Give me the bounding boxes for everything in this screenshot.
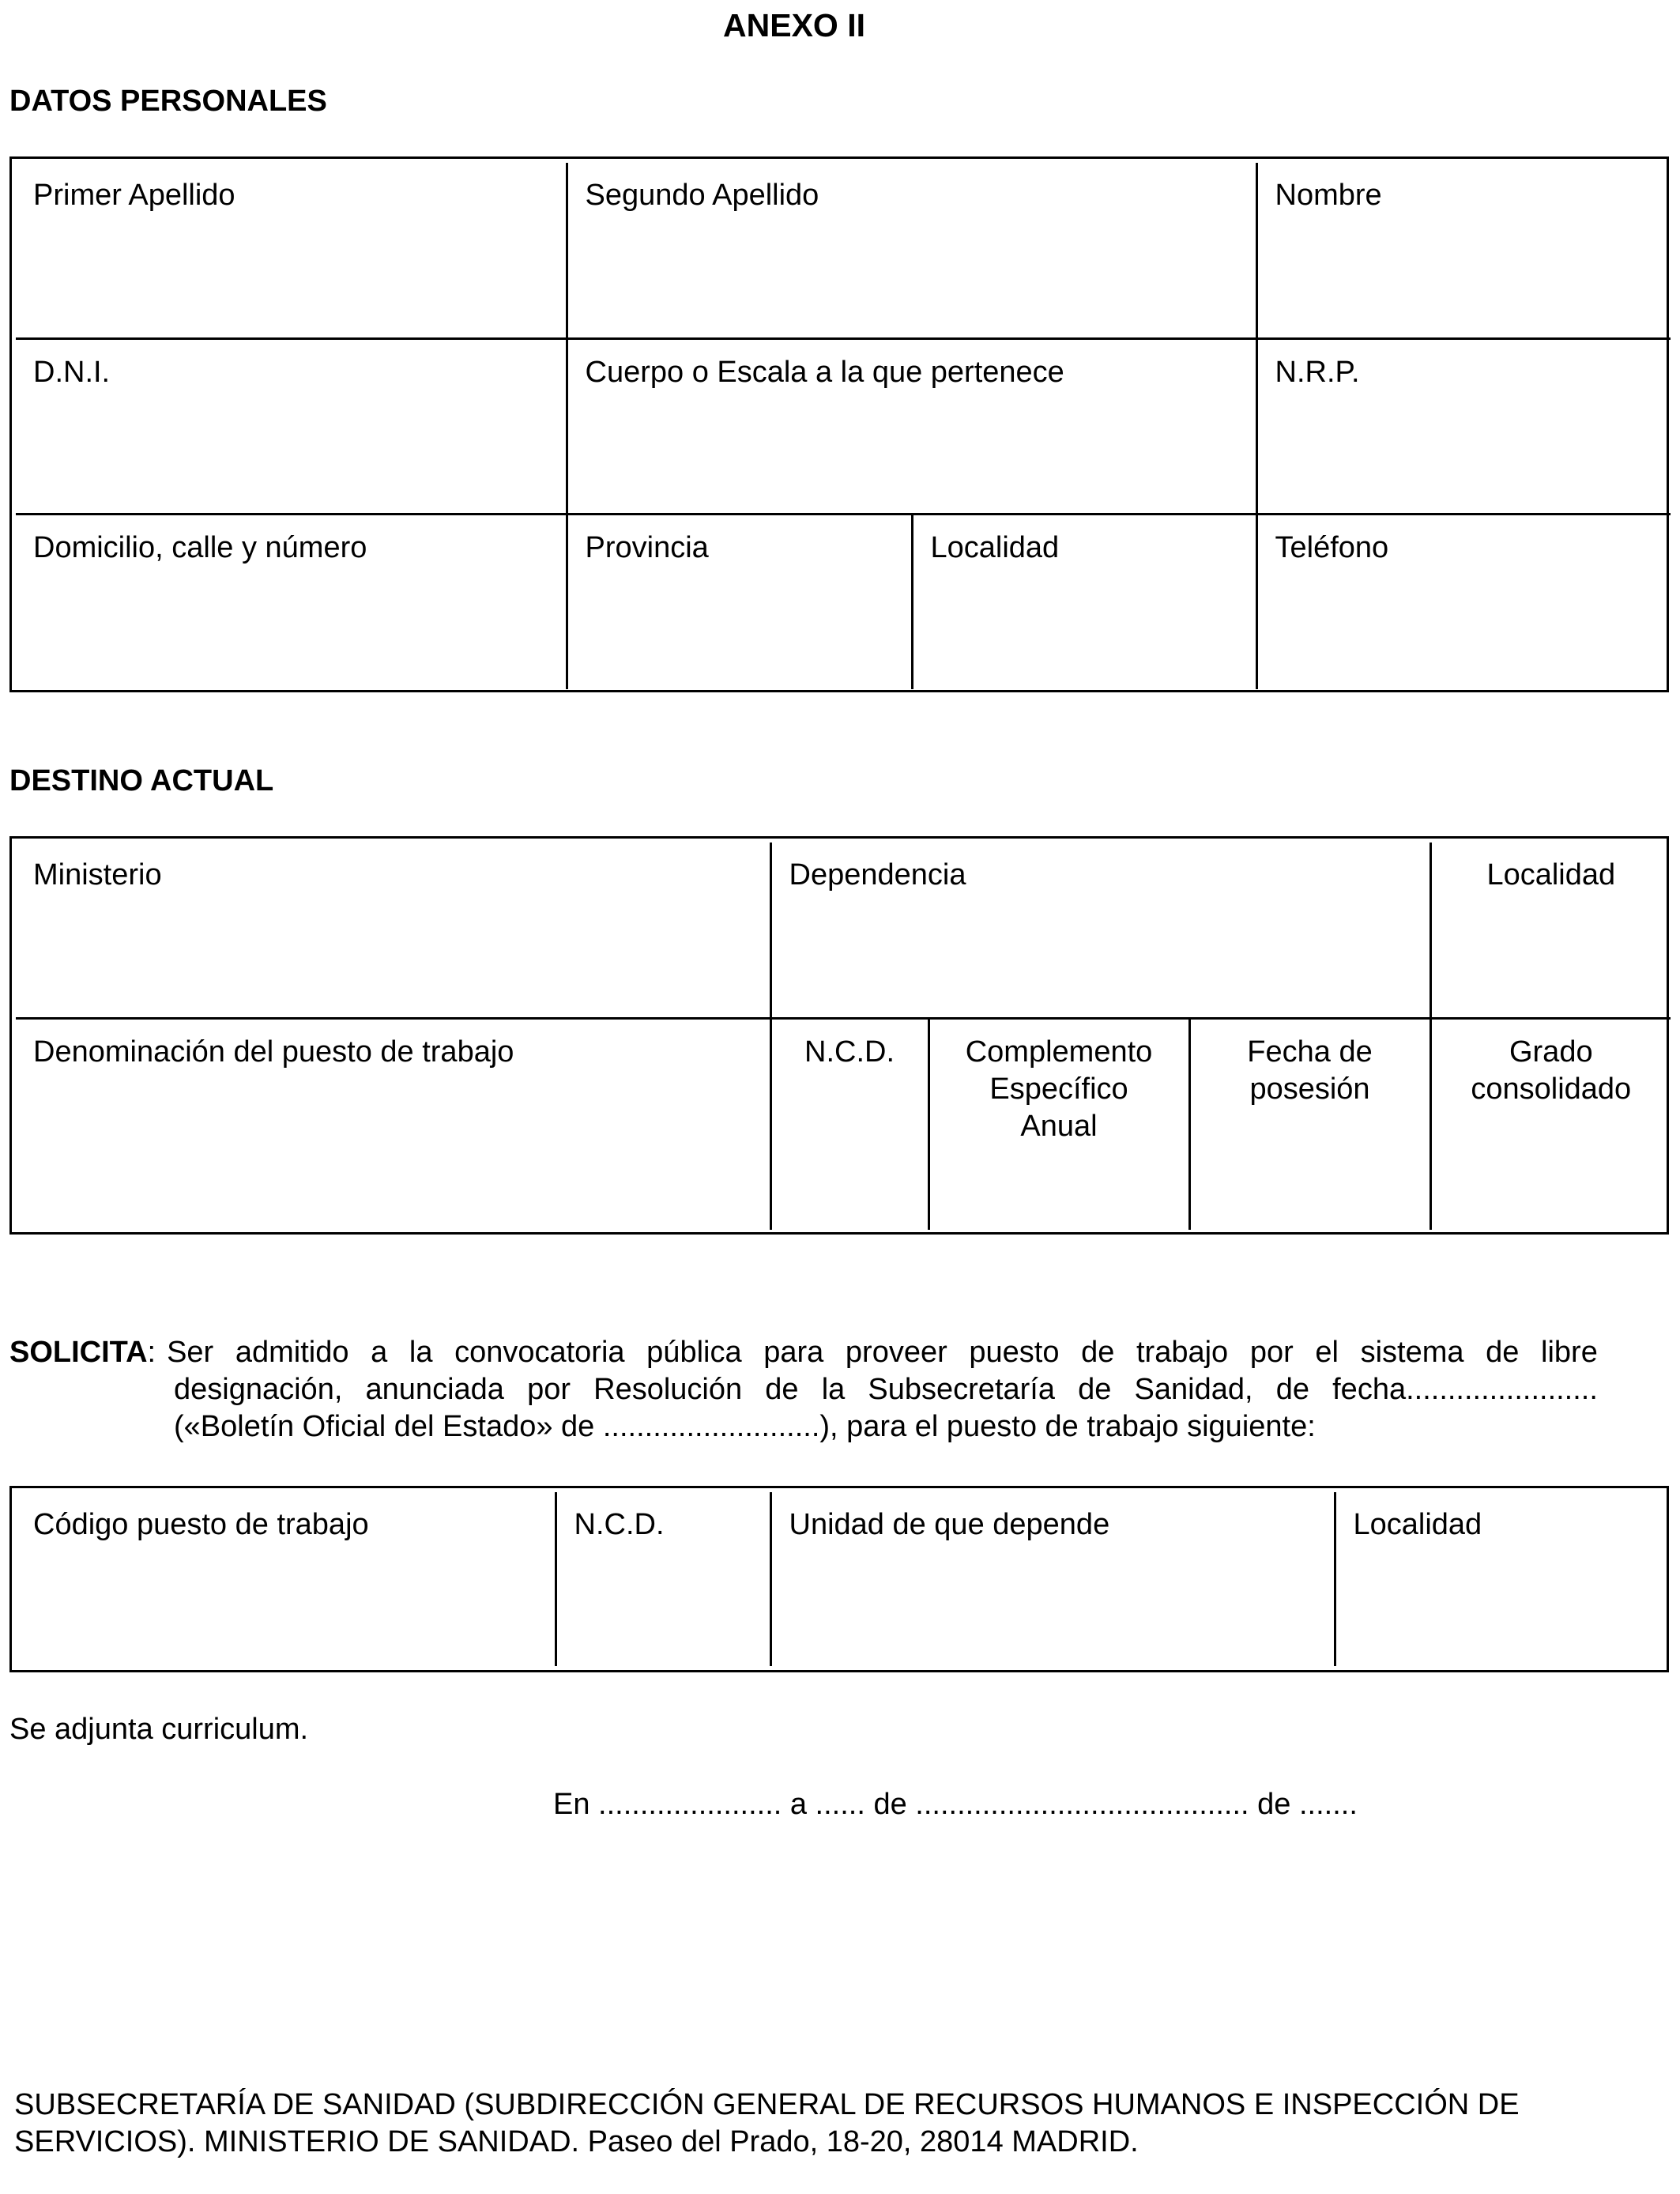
- field-ncd-solicitado[interactable]: N.C.D.: [556, 1492, 770, 1666]
- solicita-word: para: [763, 1336, 824, 1369]
- field-localidad[interactable]: Localidad: [912, 514, 1256, 689]
- puesto-solicitado-table: [16, 1492, 1671, 1666]
- footer-line-1: SUBSECRETARÍA DE SANIDAD (SUBDIRECCIÓN GENERAL DE RECURSOS HUMANOS E INSPECCIÓN DE: [14, 2088, 1520, 2121]
- footer-line-2: SERVICIOS). MINISTERIO DE SANIDAD. Paseo del Prado, 18-20, 28014 MADRID.: [14, 2125, 1139, 2158]
- solicita-word: Subsecretaría: [868, 1373, 1055, 1406]
- destino-actual-form: [9, 836, 1669, 1235]
- field-grado-consolidado[interactable]: Grado consolidado: [1430, 1018, 1671, 1230]
- table-row: [16, 1018, 1671, 1230]
- solicita-word: convocatoria: [454, 1336, 625, 1369]
- solicita-word: de: [1081, 1336, 1115, 1369]
- field-nombre[interactable]: Nombre: [1256, 163, 1671, 338]
- field-nrp[interactable]: N.R.P.: [1256, 338, 1671, 514]
- datos-personales-form: [9, 156, 1669, 692]
- solicita-word: el: [1315, 1336, 1339, 1369]
- solicita-word: por: [1249, 1336, 1294, 1369]
- solicita-word: la: [409, 1336, 433, 1369]
- section-heading-destino-actual: DESTINO ACTUAL: [9, 764, 274, 797]
- field-provincia[interactable]: Provincia: [567, 514, 912, 689]
- field-localidad-solicitado[interactable]: Localidad: [1335, 1492, 1671, 1666]
- solicita-word: admitido: [235, 1336, 349, 1369]
- field-cuerpo-escala[interactable]: Cuerpo o Escala a la que pertenece: [567, 338, 1256, 514]
- solicita-line-3: [9, 1408, 1598, 1446]
- solicita-label: SOLICITA: [9, 1336, 148, 1369]
- field-primer-apellido[interactable]: Primer Apellido: [16, 163, 567, 338]
- field-complemento-especifico[interactable]: Complemento Específico Anual: [929, 1018, 1189, 1230]
- solicita-word: proveer: [845, 1336, 947, 1369]
- solicita-word: designación,: [174, 1373, 343, 1406]
- solicita-line-1-text: [167, 1334, 1598, 1371]
- solicita-paragraph: [9, 1334, 1598, 1446]
- solicita-word: Sanidad,: [1134, 1373, 1253, 1406]
- field-ministerio[interactable]: Ministerio: [16, 843, 770, 1018]
- solicita-word: de: [765, 1373, 799, 1406]
- solicita-line-2-text: [174, 1371, 1598, 1408]
- solicita-word: libre: [1541, 1336, 1598, 1369]
- solicita-word: por: [527, 1373, 571, 1406]
- field-ncd[interactable]: N.C.D.: [770, 1018, 929, 1230]
- solicita-line-2: [9, 1371, 1598, 1408]
- footer-address: [14, 2087, 1642, 2161]
- field-fecha-posesion[interactable]: Fecha de posesión: [1189, 1018, 1430, 1230]
- solicita-word: sistema: [1360, 1336, 1464, 1369]
- solicita-word: Ser: [167, 1336, 214, 1369]
- solicita-line-3-text: («Boletín Oficial del Estado» de ..........................), para el puesto de trabajo siguiente:: [174, 1410, 1316, 1443]
- solicita-word: de: [1486, 1336, 1520, 1369]
- solicita-label-group: SOLICITA:: [9, 1336, 156, 1369]
- solicita-word: a: [371, 1336, 388, 1369]
- field-unidad-depende[interactable]: Unidad de que depende: [770, 1492, 1335, 1666]
- field-localidad-destino[interactable]: Localidad: [1430, 843, 1671, 1018]
- field-segundo-apellido[interactable]: Segundo Apellido: [567, 163, 1256, 338]
- field-dependencia[interactable]: Dependencia: [770, 843, 1430, 1018]
- solicita-line-1: [9, 1334, 1598, 1371]
- solicita-word: anunciada: [365, 1373, 504, 1406]
- field-dni[interactable]: D.N.I.: [16, 338, 567, 514]
- solicita-word: puesto: [969, 1336, 1060, 1369]
- solicita-word: Resolución: [593, 1373, 743, 1406]
- solicita-word: fecha.......................: [1332, 1373, 1598, 1406]
- field-telefono[interactable]: Teléfono: [1256, 514, 1671, 689]
- datos-personales-table: [16, 163, 1671, 689]
- destino-actual-table: [16, 843, 1671, 1230]
- page-title: ANEXO II: [723, 7, 865, 43]
- table-row: [16, 163, 1671, 338]
- field-denominacion-puesto[interactable]: Denominación del puesto de trabajo: [16, 1018, 770, 1230]
- solicita-word: de: [1275, 1373, 1309, 1406]
- field-codigo-puesto[interactable]: Código puesto de trabajo: [16, 1492, 556, 1666]
- table-row: [16, 1492, 1671, 1666]
- fecha-lugar-line: En ...................... a ...... de ........................................ de .......: [553, 1788, 1358, 1821]
- table-row: [16, 514, 1671, 689]
- solicita-word: trabajo: [1136, 1336, 1229, 1369]
- solicita-word: de: [1078, 1373, 1112, 1406]
- puesto-solicitado-form: [9, 1486, 1669, 1672]
- adjunta-text: Se adjunta curriculum.: [9, 1713, 309, 1746]
- table-row: [16, 843, 1671, 1018]
- table-row: [16, 338, 1671, 514]
- solicita-word: pública: [646, 1336, 742, 1369]
- section-heading-datos-personales: DATOS PERSONALES: [9, 85, 327, 118]
- field-domicilio[interactable]: Domicilio, calle y número: [16, 514, 567, 689]
- solicita-word: la: [821, 1373, 846, 1406]
